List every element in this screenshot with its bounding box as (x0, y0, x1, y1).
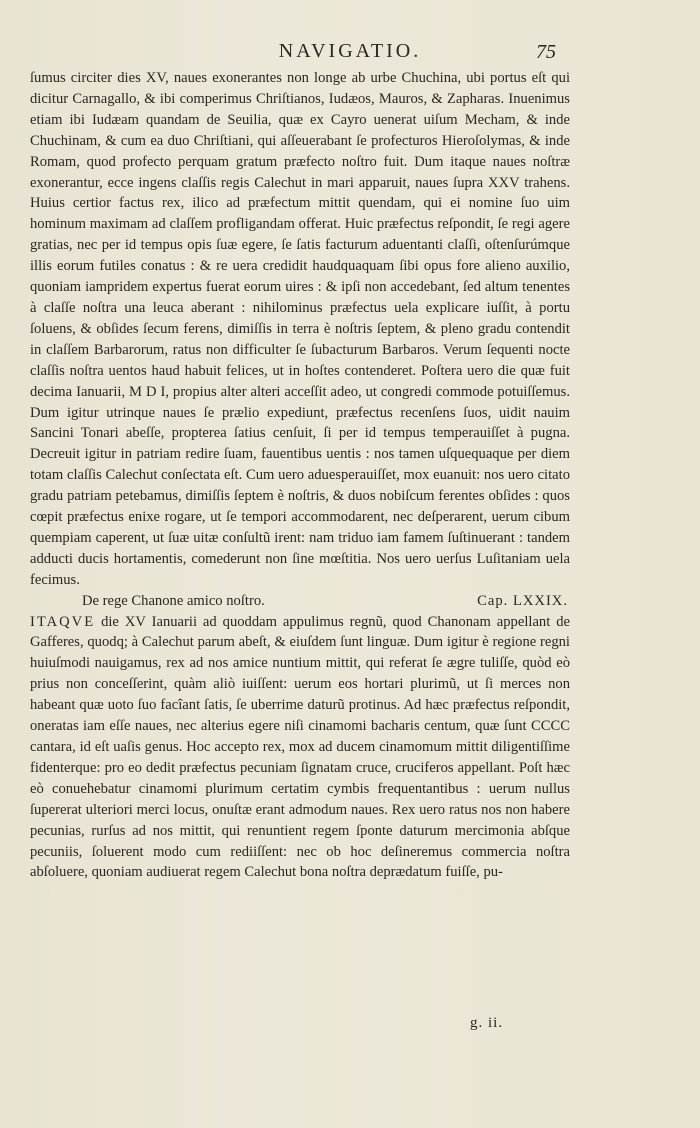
paragraph-2 (30, 612, 570, 884)
paragraph-2-text: die XV Ianuarii ad quoddam appulimus regnũ, quod Chanonam appellant de Gafferes, quodq; à Calechut parum abeſt, & eiuſdem ſunt linguæ. Dum igitur è regione regni huiuſmodi nauigamus, rex ad nos amice nuntium mittit, qui referat ſe ægre tuliſſe, quòd eò prius non conceſſerint, quàm aliò iuiſſent: uerum eos hortari plurimũ, ut ſi merces non habeant quæ uoto ſuo facîant ſatis, ſe uberrime daturũ protinus. Ad hæc præfectus reſpondit, oneratas iam eſſe naues, nec alterius egere niſi cinamomi bacharis centum, quæ ſunt CCCC cantara, id eſt uaſis genus. Hoc accepto rex, mox ad ducem cinamomum mittit diligentiſſime fidenterque: pro eo dedit præfectus pecuniam ſignatam cruce, cruciferos appellant. Poſt hæc eò conuehebatur cinamomi plurimum certatim cymbis frequentantibus : uerum nullus ſupererat ulteriori merci locus, onuſtæ erant admodum naues. Rex uero ratus nos non habere pecunias, rurſus ad nos mittit, qui renuntient regem ſponte daturum mercimonia abſque pecuniis, ſoluerent modo cum rediiſſent: nec ob hoc deſineremus commercia noſtra abſoluere, quoniam audiuerat regem Calechut bona noſtra deprædatum fuiſſe, pu- (30, 613, 570, 881)
body-text (30, 68, 570, 883)
running-title: NAVIGATIO. (278, 40, 422, 62)
paragraph-initial: ITAQVE (30, 613, 96, 630)
chapter-number: Cap. LXXIX. (477, 592, 568, 609)
page-number: 75 (536, 41, 556, 63)
signature-mark: g. ii. (470, 1015, 504, 1031)
paragraph-1: ſumus circiter dies XV, naues exonerantes non longe ab urbe Chuchina, ubi portus eſt qui dicitur Carnagallo, & ibi comperimus Chriſtianos, Iudæos, Mauros, & Zapharas. Inuenimus etiam ibi Iudæam quandam de Seuilia, quæ ex Cayro uenerat uiſum Mecham, & inde Chuchinam, & cum ea duo Chriſtiani, qui aſſeuerabant ſe profecturos Hieroſolymas, & inde Romam, quod profecto perquam gratum præfecto noſtro fuit. Dum itaque naues noſtræ exonerantur, ecce ingens claſſis regis Calechut in mari apparuit, naues ſupra XXV trahens. Huius certior factus rex, ilico ad præfectum mittit quendam, qui ei nomine ſuo uim hominum maximam ad claſſem profligandam offerat. Huic præfectus reſpondit, ſe regi agere gratias, nec per id tempus opis ſuæ egere, ſe ſatis facturum aduentanti claſſi, oſtenſurúmque illis eorum futiles conatus : & re uera credidit haudquaquam ſibi opus fore alieno auxilio, quoniam iampridem expertus fuerat eorum uires : & ipſi non accedebant, ſed altum tenentes à claſſe noſtra una leuca aberant : nihilominus præfectus uela explicare iuſſit, à portu ſoluens, & obſides ſecum ferens, dimiſſis in terra è noſtris ſeptem, & pleno gradu contendit in claſſem Barbarorum, ratus non difficulter ſe ſubacturum Barbaros. Verum ſequenti nocte claſſis noſtra uentos haud habuit felices, ut in hoſtes contenderet. Poſtera uero die quæ fuit decima Ianuarii, M D I, propius alter alteri acceſſit adeo, ut congredi commode potuiſſemus. Dum igitur utrinque naues ſe prælio expediunt, præfectus recenſens ſuos, uidit nauim Sancini Tonari abeſſe, propterea ſatius cenſuit, ſi per id tempus temperauiſſet à pugna. Decreuit igitur in patriam redire ſuam, fauentibus uentis : nos tamen uſquequaque per diem totam claſſis Calechut conſectata eſt. Cum uero aduesperauiſſet, mox euanuit: nos uero citato gradu patriam petebamus, dimiſſis ſeptem è noſtris, & duos nobiſcum ferentes obſides : quos cœpit præfectus enixe rogare, ut ſe tempori accommodarent, nec deſperarent, uerum cibum quempiam caperent, ut ſuæ uitæ conſultũ irent: nam triduo iam famem ſuſtinuerant : tandem adducti ducis hortamentis, comederunt non ſine mœſtitia. Nos uero uerſus Luſitaniam uela fecimus. (30, 70, 570, 588)
chapter-heading (30, 591, 570, 612)
chapter-title: De rege Chanone amico noſtro. (82, 592, 265, 609)
